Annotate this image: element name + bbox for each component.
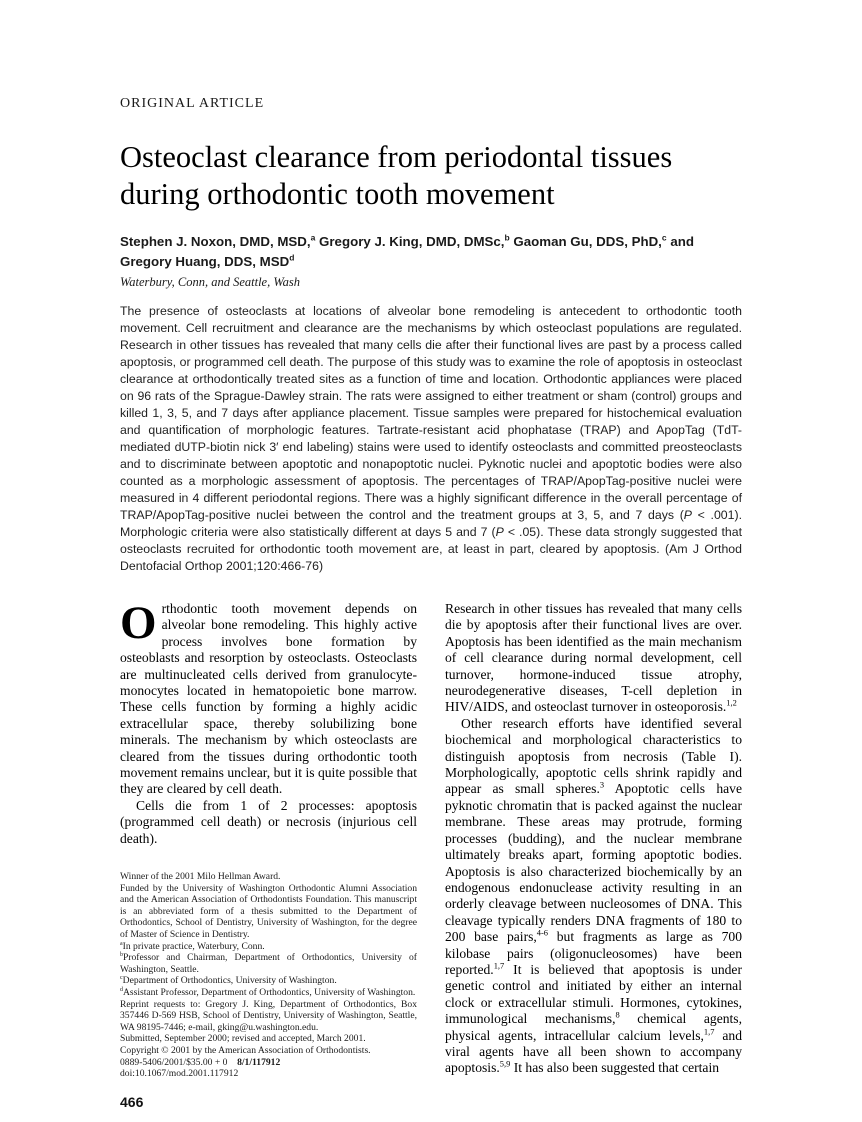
text-run: Winner of the 2001 Milo Hellman Award. xyxy=(120,871,281,883)
text-run: but fragments as large as 700 kilobase pairs (oligonucleosomes) have been reported. xyxy=(445,929,742,977)
text-run: The presence of osteoclasts at locations of alveolar bone remodeling is antecedent to orthodontic tooth movement. Cell recruitment and clearance are the mechanisms by which osteoclast populations are regulated. Research in other tissues has revealed that many cells die after their functional lives are past by a process called apoptosis, or programmed cell death. The purpose of this study was to examine the role of apoptosis in osteoclast clearance at orthodontically treated sites as a function of time and location. Orthodontic appliances were placed on 96 rats of the Sprague-Dawley strain. The rats were assigned to either treatment or sham (control) groups and killed 1, 3, 5, and 7 days after appliance placement. Tissue samples were prepared for histochemical evaluation and quantification of morphologic features. Tartrate-resistant acid phophatase (TRAP) and ApopTag (TdT-mediated dUTP-biotin nick 3′ end labeling) stains were used to identify osteoclasts and committed preosteoclasts and to discriminate between apoptotic and nonapoptotic nuclei. Pyknotic nuclei and apoptotic bodies were also counted as a morphologic assessment of apoptosis. The percentages of TRAP/ApopTag-positive nuclei were measured in 4 different periodontal regions. There was a highly significant difference in the overall percentage of TRAP/ApopTag-positive nuclei between the control and the treatment groups at 3, 5, and 7 days ( xyxy=(120,304,742,522)
footnote-fee-code xyxy=(120,1057,417,1069)
superscript-reference: 1,7 xyxy=(493,960,505,971)
superscript-reference: 4-6 xyxy=(536,927,549,938)
footnote-affil-a xyxy=(120,941,417,953)
text-run: Gaoman Gu, DDS, PhD, xyxy=(509,234,662,249)
text-run: 0889-5406/2001/$35.00 + 0 xyxy=(120,1056,238,1068)
text-run: < .001). Morphologic criteria were also statistically different at days 5 and 7 ( xyxy=(120,508,742,539)
footnote-award xyxy=(120,871,417,883)
footnotes xyxy=(120,871,417,1080)
superscript-reference: 5,9 xyxy=(499,1058,511,1069)
author-line-1 xyxy=(120,232,742,252)
superscript-reference: d xyxy=(289,252,295,263)
text-run: Apoptotic cells have pyknotic chromatin that is packed against the nuclear membrane. These areas may protrude, forming processes (budding), and the nuclear membrane ultimately breaks apart, forming apoptotic bodies. Apoptosis is also characterized biochemically by an endogenous endonuclease activity resulting in an orderly cleavage between nucleosomes of DNA. This cleavage typically renders DNA fragments of 180 to 200 base pairs, xyxy=(445,781,742,945)
text-run: In private practice, Waterbury, Conn. xyxy=(122,940,265,952)
text-run: < .05). These data strongly suggested that osteoclasts recruited for orthodontic tooth movement are, at least in part, cleared by apoptosis. (Am J Orthod Dentofacial Orthop 2001;120:466-76) xyxy=(120,525,743,573)
paragraph-intro-text: rthodontic tooth movement depends on alveolar bone remodeling. This highly active process involves bone formation by osteoblasts and resorption by osteoclasts. Osteoclasts are multinucleated cells derived from granulocyte-monocytes located in hematopoietic bone marrow. These cells function by forming a highly acidic extracellular space, thereby solubilizing bone minerals. The mechanism by which osteoclasts are cleared from the tissues during orthodontic tooth movement remains unclear, but it is quite possible that they are cleared by cell death. xyxy=(120,601,417,797)
superscript-reference: a xyxy=(120,940,123,947)
body-column-left xyxy=(120,597,417,1080)
text-run: Submitted, September 2000; revised and accepted, March 2001. xyxy=(120,1033,366,1045)
text-run: Stephen J. Noxon, DMD, MSD, xyxy=(120,234,311,249)
footnote-submission-dates xyxy=(120,1033,417,1045)
paragraph-cell-death: Cells die from 1 of 2 processes: apoptosis (programmed cell death) or necrosis (injurious cell death). xyxy=(120,797,417,846)
text-run: Department of Orthodontics, University of Washington. xyxy=(122,975,337,987)
footnote-doi xyxy=(120,1068,417,1080)
text-run: Other research efforts have identified several biochemical and morphological characteristics to distinguish apoptosis from necrosis (Table I). Morphologically, apoptotic cells shrink rapidly and appear as small spheres. xyxy=(445,715,742,797)
text-run: Gregory J. King, DMD, DMSc, xyxy=(315,234,505,249)
affiliation-line: Waterbury, Conn, and Seattle, Wash xyxy=(120,275,300,289)
text-run: and xyxy=(666,234,694,249)
text-run: P xyxy=(683,508,692,522)
text-run: and viral agents have all been shown to accompany apoptosis. xyxy=(445,1027,742,1076)
article-type-kicker: ORIGINAL ARTICLE xyxy=(120,96,265,111)
superscript-reference: 8 xyxy=(615,1009,620,1020)
superscript-reference: b xyxy=(504,232,510,243)
paragraph-apoptosis-research xyxy=(445,601,742,716)
text-run: Gregory Huang, DDS, MSD xyxy=(120,254,290,269)
drop-cap: O xyxy=(120,597,157,649)
superscript-reference: 1,2 xyxy=(726,697,737,708)
author-line-2 xyxy=(120,252,742,272)
text-run: Reprint requests to: Gregory J. King, Department of Orthodontics, Box 357446 D-569 HSB, School of Dentistry, University of Washington, Seattle, WA 98195-7446; e-mail, gking@u.washington.edu. xyxy=(120,998,417,1033)
text-run: It has also been suggested that certain xyxy=(510,1060,720,1076)
text-run: It is believed that apoptosis is under genetic control and initiated by either an internal clock or extracellular stimuli. Hormones, cytokines, immunological mechanisms, xyxy=(445,961,742,1027)
superscript-reference: c xyxy=(661,232,667,243)
footnote-copyright xyxy=(120,1045,417,1057)
paragraph-intro xyxy=(120,597,417,798)
superscript-reference: b xyxy=(120,952,123,959)
footnote-affil-c xyxy=(120,975,417,987)
footnote-funding xyxy=(120,883,417,941)
text-run: P xyxy=(495,525,504,539)
footnote-affil-b xyxy=(120,952,417,975)
article-title: Osteoclast clearance from periodontal tissues during orthodontic tooth movement xyxy=(120,140,673,211)
text-run: Professor and Chairman, Department of Orthodontics, University of Washington, Seattle. xyxy=(120,952,417,975)
superscript-reference: d xyxy=(120,986,123,993)
text-run: Copyright © 2001 by the American Association of Orthodontists. xyxy=(120,1045,371,1056)
text-run: chemical agents, physical agents, intracellular calcium levels, xyxy=(445,1011,742,1043)
body-column-right xyxy=(445,601,742,1080)
footnote-affil-d xyxy=(120,987,417,999)
superscript-reference: a xyxy=(310,232,316,243)
text-run: doi:10.1067/mod.2001.117912 xyxy=(120,1068,239,1080)
paragraph-apoptosis-characteristics xyxy=(445,716,742,1077)
page-number: 466 xyxy=(120,1093,144,1110)
superscript-reference: 1,7 xyxy=(703,1026,715,1037)
text-run: Funded by the University of Washington Orthodontic Alumni Association and the American Association of Orthodontists Foundation. This manuscript is an abbreviated form of a thesis submitted to the Department of Orthodontics, School of Dentistry, University of Washington, for the degree of Master of Science in Dentistry. xyxy=(120,882,417,941)
author-block xyxy=(120,232,742,272)
footnote-reprint-requests xyxy=(120,999,417,1034)
superscript-reference: c xyxy=(120,975,123,982)
text-run: 8/1/117912 xyxy=(237,1056,281,1068)
text-run: Research in other tissues has revealed that many cells die by apoptosis after their functional lives are over. Apoptosis has been identified as the main mechanism of cell clearance during normal development, cell turnover, hormone-induced tissue atrophy, neurodegenerative diseases, T-cell depletion in HIV/AIDS, and osteoclast turnover in osteoporosis. xyxy=(445,601,742,715)
text-run: Assistant Professor, Department of Orthodontics, University of Washington. xyxy=(122,987,416,999)
body-columns xyxy=(120,597,742,1080)
superscript-reference: 3 xyxy=(599,779,605,790)
abstract xyxy=(120,303,742,575)
